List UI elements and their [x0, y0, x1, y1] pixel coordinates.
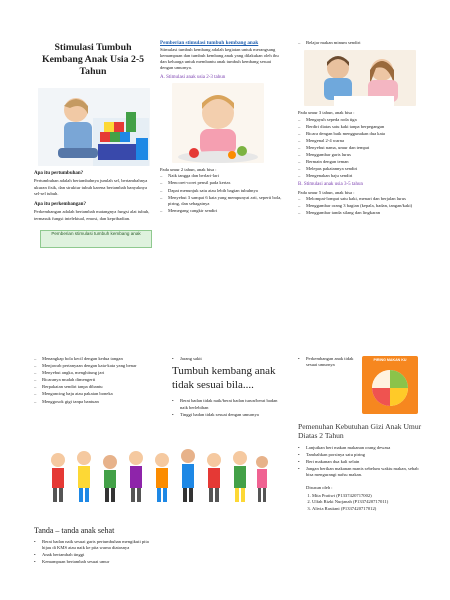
list-item: – Menggosok gigi tanpa bantuan [34, 399, 158, 405]
poster-title: PIRING MAKAN KU [373, 358, 407, 362]
growth-definition: Pertumbuhan adalah bertambahnya jumlah sel, bertambahnya ukuran fisik, dan struktur tubuh karena bertambah banyaknya sel-sel tubuh. [34, 178, 148, 196]
list-item: – Bicaranya mudah dimengerti [34, 377, 158, 383]
author-item: 2. Ulfah Rizki Nurjanah (P1337420717011) [312, 499, 422, 505]
list-item: • Jarang sakit [172, 356, 284, 362]
age-2-intro: Pada umur 2 tahun, anak bisa : [160, 167, 217, 173]
list-item: • Lanjutkan beri makan makanan orang dewasa [298, 445, 422, 451]
development-definition: Perkembangan adalah bertambah matangnya fungsi alat tubuh, termasuk fungsi intelektual, emosi, dan kepribadian. [34, 209, 150, 221]
age-3-intro: Pada umur 3 tahun, anak bisa : [298, 110, 355, 116]
list-item: – Dapat menunjuk satu atau lebih bagian tubuhnya [160, 188, 284, 194]
age-5-skills-continued [34, 356, 158, 405]
stimulation-intro: Stimulasi tumbuh kembang adalah kegiatan untuk merangsang kemampuan dan tumbuh kembang anak yang dilakukan oleh ibu dan keluarga untuk membantu anak tumbuh kembang sesuai dengan umurnya. [160, 46, 279, 71]
list-item: • Anak bertambah tinggi [34, 552, 158, 558]
list-item: • Jangan berikan makanan manis sebelum waktu makan, sebab bisa mengurangi nafsu makan. [298, 466, 422, 479]
list-item: – Mencoret-coret pensil pada kertas [160, 180, 284, 186]
continued-list [298, 40, 422, 46]
child-drawing-photo [304, 50, 416, 106]
continued-warning-list [298, 356, 356, 369]
list-item: • Berat badan tidak naik/berat badan turun/berat badan naik berlebihan [172, 398, 284, 411]
age-5-intro: Pada umur 5 tahun, anak bisa : [298, 189, 355, 195]
list-item: – Mengancing baju atau pakaian boneka [34, 391, 158, 397]
list-item: – Menggambar garis lurus [298, 152, 422, 158]
child-playing-blocks-photo [38, 88, 150, 166]
plate-icon [362, 362, 418, 412]
list-item: • Tinggi badan tidak sesuai dengan umurnya [172, 412, 284, 418]
age-5-skills-list [298, 196, 422, 216]
my-plate-poster [362, 356, 418, 414]
list-item: – Bermain dengan teman [298, 159, 422, 165]
nutrition-list [298, 445, 422, 479]
list-item: – Memegang cangkir sendiri [160, 208, 284, 214]
healthy-signs-section [34, 526, 158, 567]
development-question: Apa itu perkembangan? [34, 202, 86, 208]
age-3-5-subheading: B. Stimulasi anak usia 3-5 tahun [298, 181, 363, 187]
cover-column [34, 0, 152, 296]
growth-warning-column [172, 300, 284, 596]
list-item: – Mengayuh sepeda roda tiga [298, 117, 422, 123]
list-item: – Menyebut 3 sampai 6 kata yang mempunyai arti, seperti bola, piring, dan sebagainya [160, 195, 284, 208]
stimulation-banner: Pemberian stimulasi tumbuh kembang anak [40, 230, 152, 248]
list-item: • Beri makanan dua kali selain [298, 459, 422, 465]
author-item: 3. Alivia Rastiani (P1337420717012) [312, 506, 422, 512]
list-item: – Menggambar orang 3 bagian (kepala, badan, tangan/kaki) [298, 203, 422, 209]
healthy-signs-heading: Tanda – tanda anak sehat [34, 526, 115, 535]
stimulation-column [160, 0, 284, 296]
list-item: – Menyebut nama, umur dan tempat [298, 145, 422, 151]
list-item: – Berdiri diatas satu kaki tanpa berpegangan [298, 124, 422, 130]
child-eating-photo [172, 83, 264, 163]
list-item: – Naik tangga dan berlari-lari [160, 173, 284, 179]
brochure-page-2 [0, 300, 450, 600]
list-item: – Melepas pakaiannya sendiri [298, 166, 422, 172]
list-item: – Berpakaian sendiri tanpa dibantu [34, 384, 158, 390]
nutrition-column [298, 300, 422, 596]
brochure-title: Stimulasi Tumbuh Kembang Anak Usia 2-5 Tahun [41, 42, 145, 77]
nutrition-heading: Pemenuhan Kebutuhan Gizi Anak Umur Diatas 2 Tahun [298, 422, 422, 441]
list-item: – Menangkap bola kecil dengan kedua tangan [34, 356, 158, 362]
growth-warning-list [172, 398, 284, 418]
list-item: – Belajar makan minum sendiri [298, 40, 422, 46]
skills-column [298, 0, 422, 296]
list-item: – Menggambar tanda silang dan lingkaran [298, 210, 422, 216]
age-2-skills-list [160, 173, 284, 214]
growth-question: Apa itu pertumbuhan? [34, 171, 84, 176]
continued-healthy-list [172, 356, 284, 362]
stimulation-heading: Pemberian stimulasi tumbuh kembang anak [160, 40, 259, 46]
list-item: – Menjawab pertanyaan dengan kata-kata yang benar [34, 363, 158, 369]
list-item: – Mengenal 2-4 warna [298, 138, 422, 144]
list-item: – Melompat-lompat satu kaki, menari dan berjalan lurus [298, 196, 422, 202]
growth-warning-heading: Tumbuh kembang anak tidak sesuai bila.... [172, 365, 276, 392]
list-item: – Bicara dengan baik menggunakan dua kata [298, 131, 422, 137]
author-item: 1. Mita Pratiwi (P1337420717002) [312, 493, 422, 499]
list-item: – Menyebut angka, menghitung jari [34, 370, 158, 376]
authors-label: Disusun oleh : [306, 484, 333, 490]
list-item: • Perkembangan anak tidak sesuai umurnya [298, 356, 356, 369]
list-item: – Mengenakan baju sendiri [298, 173, 422, 179]
healthy-signs-list [34, 539, 158, 566]
list-item: • Tambahkan porsinya satu piring [298, 452, 422, 458]
age-2-3-subheading: A. Stimulasi anak usia 2-3 tahun [160, 74, 226, 80]
age-3-skills-list [298, 117, 422, 180]
list-item: • Berat badan naik sesuai garis pertumbuhan mengikuti pita hijau di KMS atau naik ke pita warna diatasnya [34, 539, 158, 552]
authors-list [298, 493, 422, 512]
list-item: • Kemampuan bertambah sesuai umur [34, 559, 158, 565]
